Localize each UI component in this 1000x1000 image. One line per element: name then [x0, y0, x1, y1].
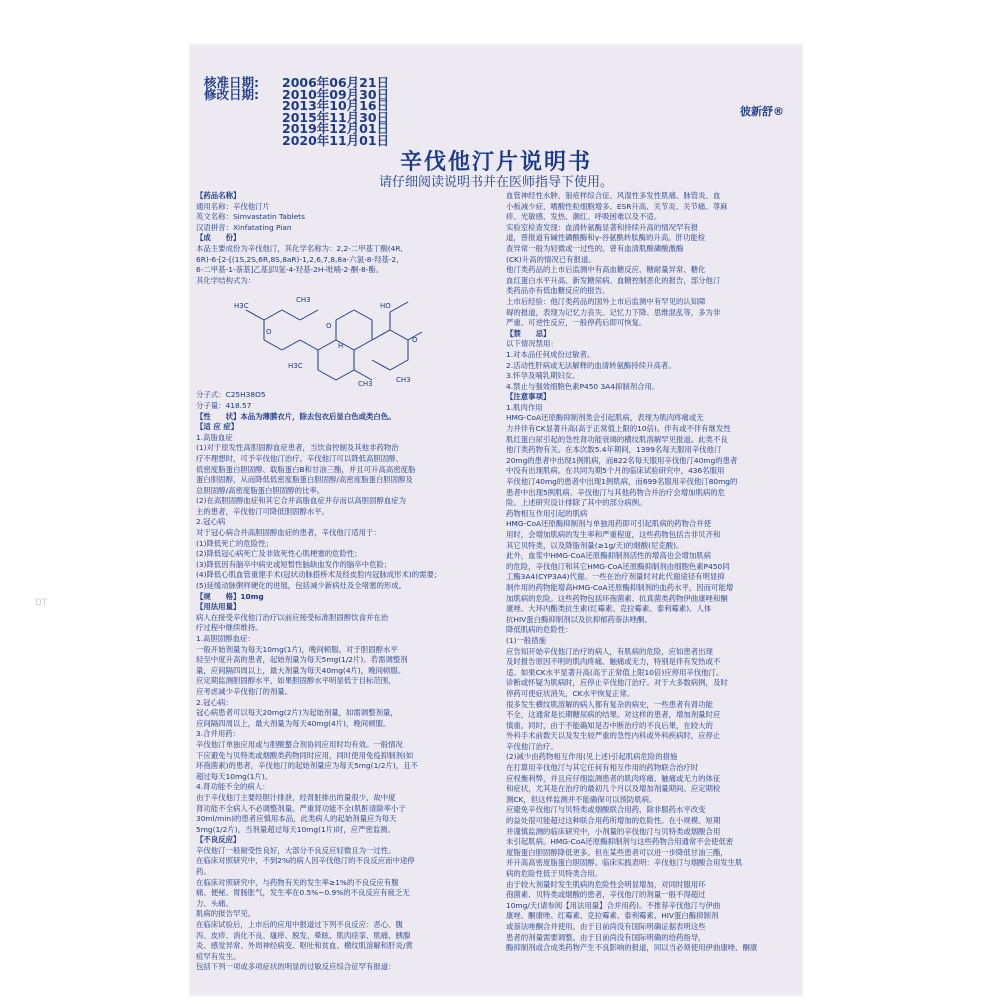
text-line: 30ml/min)的患者应慎用本品，此类病人的起始剂量应为每天 [196, 814, 397, 824]
structure-atom-label: O [266, 328, 272, 337]
revise-date: 2019年12月01日 [282, 121, 390, 136]
text-line: 很多发生横纹肌溶解的病人都有复杂的病史，一些患者有肾功能 [506, 699, 713, 709]
text-line: (2)减少由药物相互作用(见上述)引起肌病危险的措施 [506, 752, 678, 762]
text-line: 辛伐他汀单独应用或与胆酸螯合剂协同应用时均有效。一般情况 [196, 739, 403, 749]
structure-atom-label: H3C [288, 362, 303, 371]
text-line: 此外，血浆中HMG-CoA还原酶抑制剂活性的增高也会增加肌病 [506, 551, 712, 561]
text-line: 疸罕有发生。 [196, 951, 241, 961]
section-heading: 【药品名称】 [196, 191, 241, 200]
text-line: 不全，这通常是长期糖尿病的结果。对这样的患者，增加剂量时应 [506, 710, 721, 720]
structure-atom-label: H3C [234, 302, 249, 311]
text-line: 降低肌病的危险性： [506, 625, 573, 635]
text-line: 查异常一般为轻微或一过性的。曾有血清肌酸磷酸激酶 [506, 243, 684, 253]
revise-date: 2010年09月30日 [282, 86, 390, 102]
text-line: 炎、感觉异常、外周神经病变、呕吐和贫血、横纹肌溶解和肝炎/黄 [196, 941, 413, 951]
text-line: 血红蛋白水平升高、新发糖尿病、血糖控制恶化的报告，部分他汀 [506, 275, 721, 285]
text-line: 加肌病的危险。这些药物包括环孢菌素、抗真菌类药物伊曲康唑和酮 [506, 593, 728, 603]
text-line: 6R)-6-[2-[(1S,2S,6R,8S,8aR)-1,2,6,7,8,8a-六氢-8-羟基-2, [196, 254, 399, 264]
text-line: 环孢菌素)的患者，辛伐他汀的起始剂量应为每天5mg(1/2片)，且不 [196, 761, 418, 771]
revise-date: 2020年11月01日 [282, 132, 390, 148]
text-line: 肌病的报告罕见。 [196, 909, 256, 919]
structure-atom-label: H [338, 342, 344, 351]
text-line: 及时报告原因不明的肌肉疼痛、触痛或无力，特别是伴有发热或不 [506, 657, 721, 667]
text-line: 应告知开始辛伐他汀治疗的病人，有肌病的危险，应如患者出现 [506, 646, 713, 656]
watermark-text: DT [35, 598, 48, 608]
text-line: 适。如果CK水平显著升高(高于正常值上限10倍)应停用辛伐他汀。 [506, 667, 724, 677]
date-block [204, 77, 389, 146]
section-heading: 【注意事项】 [506, 392, 551, 402]
text-line: 制作用的药物能增高HMG-CoA还原酶抑制剂的血药水平，因而可能增 [506, 582, 734, 592]
text-line: 分子量：418.57 [196, 400, 252, 410]
text-line: (1)一般措施 [506, 635, 547, 645]
text-line: 4.禁止与强效细胞色素P450 3A4抑制剂合用。 [506, 381, 660, 391]
text-line: 用时，会增加肌病的发生率和严重程度，这些药物包括吉非贝齐和 [506, 530, 721, 539]
text-line: 其化学结构式为： [196, 275, 256, 285]
text-line: 度脂蛋白胆固醇降低更多。但在某些患者可以进一步降低甘油三酯， [506, 847, 728, 857]
text-line: 疗过程中继续维持。 [196, 623, 263, 633]
text-line: 通用名称：辛伐他汀片 [196, 201, 270, 211]
text-line: 5mg(1/2片)，当剂量超过每天10mg(1片)时，应严密监测。 [196, 824, 396, 834]
text-line: 下应避免与贝特类或烟酸类药物同时应用，同时使用免疫抑制剂(如 [196, 750, 414, 760]
text-line: 由于较大剂量时发生肌病的危险性会明显增加，对同时服用环 [506, 879, 706, 889]
text-line: 他汀类药品的上市后监测中有高血糖反应、糖耐量异常、糖化 [506, 265, 706, 275]
text-line: 3.怀孕及哺乳期妇女。 [506, 371, 580, 381]
text-line: 应避免辛伐他汀与贝特类或烟酸联合用药，除非服药水平改变 [506, 805, 706, 815]
section-heading: 【不良反应】 [196, 835, 241, 845]
text-line: 停药可使症状消失，CK水平恢复正常。 [506, 688, 635, 698]
text-line: 并谨慎监测的临床研究中，小剂量的辛伐他汀与贝特类或烟酸合用 [506, 826, 721, 836]
text-line: 2.活动性肝病或无法解释的血清转氨酶持续升高者。 [506, 360, 676, 370]
text-line: 抗HIV蛋白酶抑制剂以及抗抑郁药萘法唑酮。 [506, 614, 652, 624]
text-line: 上市后经验：他汀类药品的国外上市后监测中有罕见的认知障 [506, 296, 706, 306]
text-line: 6-二甲基-1-萘基]乙基]四氢-4-羟基-2H-吡喃-2-酮-8-酯。 [196, 265, 384, 275]
text-line: (4)降低心肌血管重建手术(冠状动脉搭桥术及经皮腔内冠脉成形术)的需要； [196, 570, 442, 580]
text-line: 应考虑减少辛伐他汀的剂量。 [196, 686, 293, 696]
text-line: 慎重。同时，由于不能确知是否中断治疗的不良后果，在较大的 [506, 720, 713, 730]
text-line: 在临床对照研究中，不到2%的病人因辛伐他汀的不良反应而中途停 [196, 856, 415, 866]
text-line: 血管神经性水肿、狼疮样综合征、风湿性多发性肌痛、脉管炎、血 [506, 191, 721, 200]
text-line: 应间隔四周以上，最大剂量为每天40mg(4片)，晚间顿服。 [196, 718, 391, 728]
text-line: 分子式：C25H38O5 [196, 390, 266, 400]
text-line: 其它贝特类，以及降脂剂量(≥1g/天)的烟酸(尼克酸)。 [506, 540, 684, 550]
text-line: 10mg/天(请参阅【用法用量】合并用药)。不推荐辛伐他汀与伊曲 [506, 900, 721, 910]
section-heading: 【成 份】 [196, 233, 241, 243]
text-line: 外科手术前数天以及发生较严重的急性内科或外科疾病时，应停止 [506, 731, 721, 741]
text-line: 泻、皮疹、消化不良、瘙痒、脱发、晕眩、肌肉痉挛、肌痛、胰腺 [196, 930, 411, 940]
text-line: 1.对本品任何成份过敏者。 [506, 349, 595, 359]
text-line: 包括下列一项或多项症状的明显的过敏反应综合征罕有报道： [196, 962, 396, 972]
text-line: 严重、可逆性反应，一般停药后即可恢复。 [506, 318, 647, 328]
text-line: 4.肾功能不全的病人： [196, 782, 270, 792]
text-line: 1.高脂血症 [196, 432, 233, 442]
structure-atom-label: CH3 [396, 376, 411, 385]
text-line: 未引起肌病。HMG-CoA还原酶抑制剂与这些药物合用通常不会使低密 [506, 837, 734, 847]
text-line: 主的患者，辛伐他汀可降低胆固醇水平。 [196, 506, 330, 516]
text-line: 患者的剂量需要调整。由于目前尚没有国际明确的给药指导， [506, 932, 706, 942]
text-line: 测CK，但这样监测并不能确保可以预防肌病。 [506, 794, 657, 804]
leaflet-sheet [190, 45, 802, 995]
text-line: 类药品亦有低血糖反应的报告。 [506, 286, 610, 296]
text-line: 或萘法唑酮合并使用。由于目前尚没有国际明确证据表明这些 [506, 921, 706, 931]
text-line: 碍的报道，表现为记忆力丧失、记忆力下降、思维混乱等，多为非 [506, 307, 721, 317]
text-line: 蛋白胆固醇，从而降低低密度脂蛋白胆固醇/高密度脂蛋白胆固醇及 [196, 475, 413, 485]
text-line: 疗不理想时，可予辛伐他汀治疗。辛伐他汀可以降低高胆固醇、 [196, 453, 403, 463]
text-line: 小板减少症、嗜酸性粒细胞增多、ESR升高、关节炎、关节痛、荨麻 [506, 201, 728, 211]
text-line: 康唑、酮康唑、红霉素、克拉霉素、泰利霉素、HIV蛋白酶抑制剂 [506, 911, 719, 921]
text-line: (2)降低冠心病死亡及非致死性心肌梗塞的危险性； [196, 549, 362, 559]
text-line: 辛伐他汀一般耐受性良好，大部分不良反应轻微且为一过性。 [196, 845, 396, 855]
text-line: (5)延缓动脉粥样硬化的进展，包括减少新病灶及全堵塞的形成。 [196, 581, 407, 591]
text-line: 道，曾报道有碱性磷酸酶和γ-谷氨酰转肽酶的升高。肝功能检 [506, 233, 706, 243]
text-line: 3.合并用药： [196, 729, 241, 739]
text-line: 20mg的患者中出现1例肌病，而822名每天服用辛伐他汀40mg的患者 [506, 455, 738, 465]
revise-date-label: 修改日期: [204, 86, 259, 102]
text-line: 肌红蛋白尿引起的急性肾功能衰竭的横纹肌溶解罕见报道。此类不良 [506, 434, 728, 444]
text-line: (3)降低因有脑卒中病史或短暂性脑缺血发作的脑卒中危险； [196, 559, 392, 569]
brand-name: 彼新舒® [740, 105, 784, 118]
text-line: 冠心病患者可以每天20mg(2片)为起始剂量，如需调整剂量， [196, 708, 398, 718]
text-line: (2)在高胆固醇血症和其它合并高脂血症并存而以高胆固醇血症为 [196, 496, 407, 506]
text-line: 痛、便秘、胃肠胀气，发生率在0.5%~0.9%的不良反应有疲乏无 [196, 888, 410, 898]
text-line: 患者中出现5例肌病。辛伐他汀与其他药物合并治疗会增加肌病的危 [506, 487, 726, 497]
document-title: 辛伐他汀片说明书 [399, 150, 592, 175]
approve-date-label: 核准日期: [204, 75, 259, 90]
structure-atom-label: CH3 [358, 380, 373, 389]
left-column [196, 191, 486, 973]
text-line: 疹、光敏感、发热、潮红、呼吸困难以及不适。 [506, 212, 662, 222]
text-line: 英文名称：Simvastatin Tablets [196, 212, 305, 222]
structure-diagram [226, 288, 436, 388]
chemical-structure [226, 288, 486, 388]
text-line: 和症状，尤其是在治疗的最初几个月以及增加剂量期间。应定期检 [506, 784, 721, 794]
text-line: 的危险，辛伐他汀和其它HMG-CoA还原酶抑制剂由细胞色素P450同 [506, 561, 730, 571]
text-line: 中没有出现肌病。在共同为期5个月的临床试验研究中，436名服用 [506, 466, 725, 476]
right-column [506, 191, 796, 954]
approve-date: 2006年06月21日 [282, 75, 390, 90]
text-line: 以下情况禁用： [506, 339, 558, 349]
text-line: 药。 [196, 867, 211, 877]
text-line: 本品主要成份为辛伐他汀，其化学名称为：2,2-二甲基丁酸(4R, [196, 243, 403, 253]
text-line: 应权衡利弊，并且应仔细监测患者的肌肉疼痛、触痛或无力的体征 [506, 773, 721, 783]
text-line: 孢菌素、贝特类或烟酸的患者，辛伐他汀的剂量一般不得超过 [506, 890, 706, 900]
text-line: 汉语拼音：Xinfatating Pian [196, 222, 292, 232]
text-line: 1.高胆固醇血症： [196, 634, 255, 643]
text-line: 量，应间隔四周以上，最大剂量为每天40mg(4片)，晚间顿服。 [196, 665, 406, 675]
text-line: 2.冠心病： [196, 697, 233, 707]
text-line: 药物相互作用引起的肌病 [506, 508, 588, 518]
text-line: 力、头痛。 [196, 898, 233, 908]
text-line: 酶抑制剂或合成类药物产生不良影响的报道，同以当必须使用伊曲康唑、酮康 [506, 943, 758, 953]
section-heading: 【规 格】10mg [196, 591, 264, 601]
text-line: 在打算用辛伐他汀与其它任何有相互作用的药物联合治疗时 [506, 763, 699, 773]
structure-atom-label: HO [380, 302, 391, 311]
section-heading: 【性 状】本品为薄膜衣片，除去包衣后显白色或类白色。 [196, 411, 396, 421]
text-line: 2.冠心病 [196, 517, 226, 527]
text-line: (1)降低死亡的危险性； [196, 538, 273, 548]
structure-atom-label: CH3 [296, 296, 311, 305]
text-line: 总胆固醇/高密度脂蛋白胆固醇的比率。 [196, 485, 325, 495]
section-heading: 【禁 忌】 [506, 328, 551, 338]
document-subtitle: 请仔细阅读说明书并在医师指导下使用。 [378, 175, 613, 190]
text-line: 力并伴有CK显著升高(高于正常值上限的10倍)。伴有或不伴有继发性 [506, 424, 731, 434]
text-line: 辛伐他汀40mg的患者中出现1例肌病，而699名服用辛伐他汀80mg的 [506, 477, 738, 487]
text-line: 低密度脂蛋白胆固醇、载脂蛋白B和甘油三酯，并且可升高高密度脂 [196, 464, 416, 474]
section-heading: 【用法用量】 [196, 602, 241, 612]
text-line: 康唑、大环内酯类抗生素(红霉素、克拉霉素、泰利霉素)、人体 [506, 604, 712, 614]
text-line: 超过每天10mg(1片)。 [196, 771, 273, 781]
text-line: 工酶3A4(CYP3A4)代谢。一些在治疗剂量时对此代谢途径有明显抑 [506, 572, 725, 582]
text-line: 的益处很可能超过这种联合用药所增加的危险性。在小规模、短期 [506, 816, 721, 826]
revise-date: 2015年11月30日 [282, 109, 390, 125]
text-line: 在临床试验后，上市后的应用中报道过下列不良反应：恶心、腹 [196, 920, 403, 930]
text-line: 应定期监测胆固醇水平，如果胆固醇水平明显低于目标范围， [196, 676, 396, 686]
text-line: 病人在接受辛伐他汀治疗以前应接受标准胆固醇饮食并在治 [196, 612, 389, 622]
text-line: 肾功能不全病人不必调整剂量。严重肾功能不全(肌酐清除率小于 [196, 803, 406, 813]
text-line: 辛伐他汀治疗。 [506, 741, 558, 751]
text-line: 险。上述研究设计排除了其中的部分病例。 [506, 498, 647, 508]
text-line: 对于冠心病合并高胆固醇血症的患者，辛伐他汀适用于： [196, 528, 381, 538]
text-line: 在临床对照研究中，与药物有关的发生率≥1%的不良反应有腹 [196, 877, 399, 887]
text-line: (1)对于原发性高胆固醇血症患者，当饮食控制及其他非药物治 [196, 443, 399, 453]
text-line: 病的危险性低于贝特类合用。 [506, 869, 603, 878]
text-line: 实验室检查发现：血清转氨酶显著和持续升高的情况罕有报 [506, 222, 699, 232]
revise-date: 2013年10月16日 [282, 98, 390, 113]
structure-atom-label: O [412, 336, 418, 345]
text-line: 诊断或怀疑为肌病时，应停止辛伐他汀治疗。对于大多数病例，及时 [506, 678, 728, 688]
section-heading: 【适 应 症】 [196, 422, 239, 432]
text-line: 由于辛伐他汀主要经胆汁排泄，经肾脏排出的量很少，故中度 [196, 792, 396, 802]
text-line: (CK)升高的情况已有报道。 [506, 254, 596, 264]
text-line: 他汀类药物有关。在本次数5.4年期间，1399名每天服用辛伐他汀 [506, 445, 722, 455]
text-line: HMG-CoA还原酶抑制剂与单独用药即可引起肌病的药物合并使 [506, 519, 712, 529]
structure-atom-label: O [326, 322, 332, 331]
text-line: 1.肌肉作用 [506, 402, 543, 412]
text-line: 并升高高密度脂蛋白胆固醇。临床实践表明：辛伐他汀与烟酸合用发生肌 [506, 858, 743, 868]
text-line: 一般开始剂量为每天10mg(1片)，晚间顿服。对于胆固醇水平 [196, 644, 398, 654]
text-line: 轻至中度升高的患者，起始剂量为每天5mg(1/2片)。若需调整剂 [196, 655, 408, 665]
text-line: HMG-CoA还原酶抑制剂类会引起肌病，表现为肌肉疼痛或无 [506, 413, 704, 423]
